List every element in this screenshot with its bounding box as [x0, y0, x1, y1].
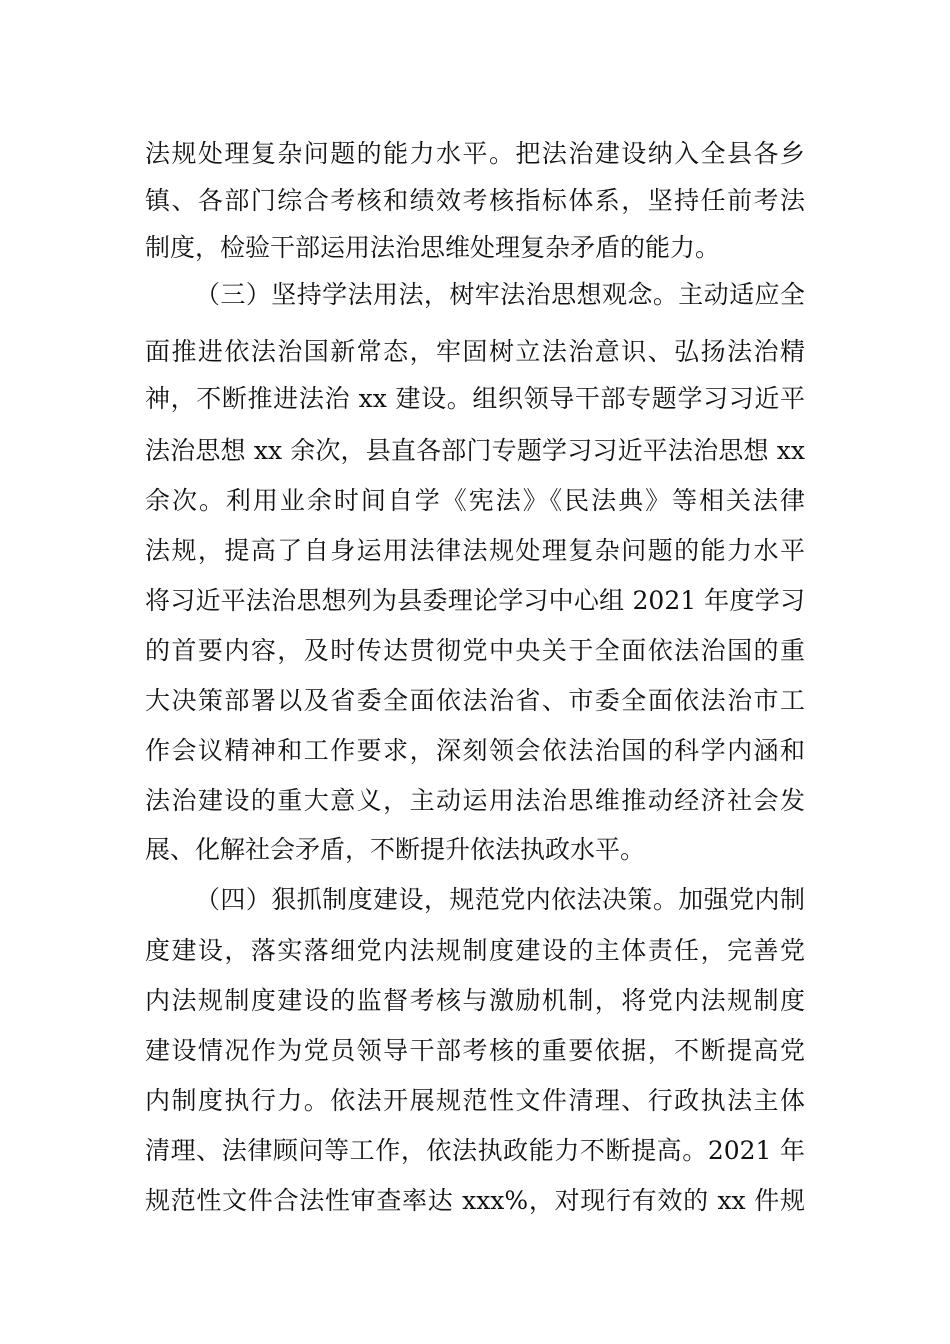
text-line: 法治建设的重大意义，主动运用法治思维推动经济社会发: [145, 786, 805, 815]
section-heading-line: （四）狠抓制度建设，规范党内依法决策。加强党内制: [195, 885, 805, 914]
text-line: 法治思想 xx 余次，县直各部门专题学习习近平法治思想 xx: [145, 436, 805, 465]
text-line: 度建设，落实落细党内法规制度建设的主体责任，完善党: [145, 936, 805, 965]
text-line: 面推进依法治国新常态，牢固树立法治意识、弘扬法治精: [145, 337, 805, 366]
text-line: 大决策部署以及省委全面依法治省、市委全面依法治市工: [145, 686, 805, 715]
text-line: 内法规制度建设的监督考核与激励机制，将党内法规制度: [145, 986, 805, 1015]
section-heading-line: （三）坚持学法用法，树牢法治思想观念。主动适应全: [195, 280, 805, 309]
text-line: 展、化解社会矛盾，不断提升依法执政水平。: [145, 835, 646, 864]
text-line: 将习近平法治思想列为县委理论学习中心组 2021 年度学习: [145, 586, 805, 615]
text-line: 规范性文件合法性审查率达 xxx%，对现行有效的 xx 件规: [145, 1186, 805, 1215]
text-line: 清理、法律顾问等工作，依法执政能力不断提高。2021 年: [145, 1136, 805, 1165]
text-line: 的首要内容，及时传达贯彻党中央关于全面依法治国的重: [145, 636, 805, 665]
text-line: 镇、各部门综合考核和绩效考核指标体系，坚持任前考法: [145, 186, 805, 215]
text-line: 作会议精神和工作要求，深刻领会依法治国的科学内涵和: [145, 736, 805, 765]
text-line: 余次。利用业余时间自学《宪法》《民法典》等相关法律: [145, 486, 805, 515]
text-line: 建设情况作为党员领导干部考核的重要依据，不断提高党: [145, 1036, 805, 1065]
text-line: 法规，提高了自身运用法律法规处理复杂问题的能力水平: [145, 536, 805, 565]
text-line: 神，不断推进法治 xx 建设。组织领导干部专题学习习近平: [145, 384, 805, 413]
text-line: 制度，检验干部运用法治思维处理复杂矛盾的能力。: [145, 233, 721, 262]
text-line: 法规处理复杂问题的能力水平。把法治建设纳入全县各乡: [145, 139, 805, 168]
text-line: 内制度执行力。依法开展规范性文件清理、行政执法主体: [145, 1086, 805, 1115]
